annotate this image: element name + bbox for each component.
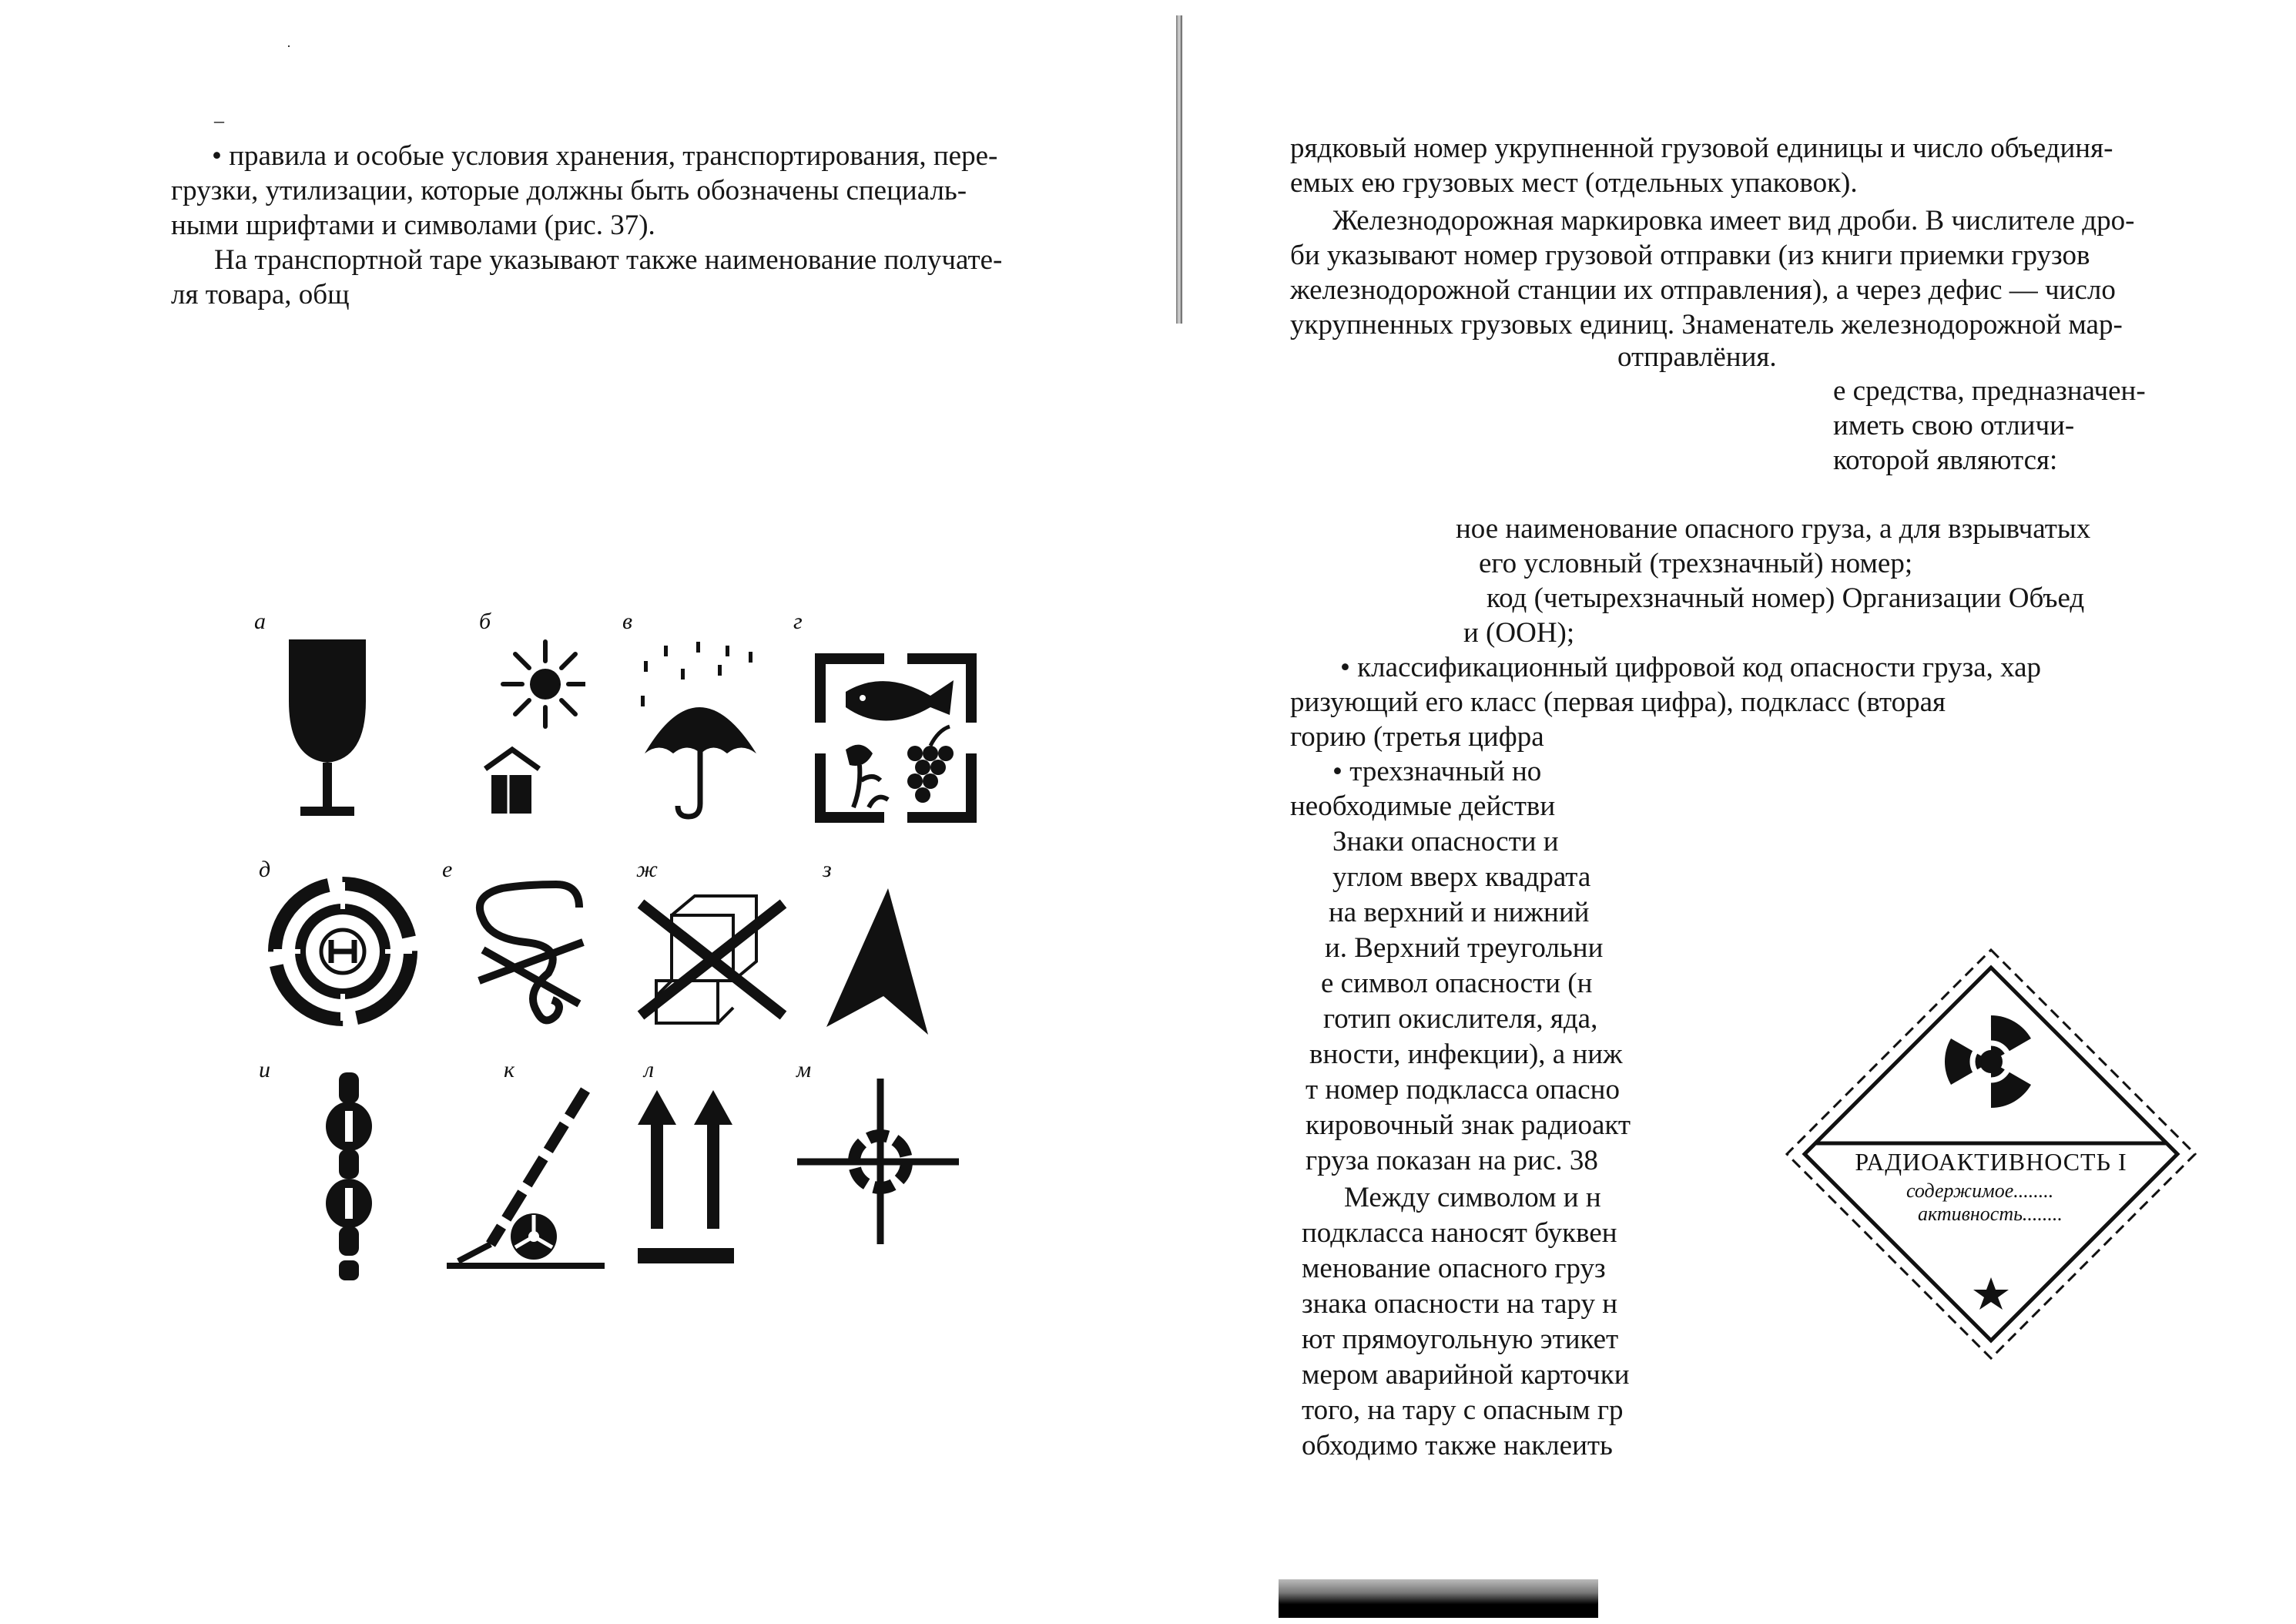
- right-line-8: е средства, предназначен-: [1833, 375, 2146, 407]
- radioactive-hazard-sign: [1783, 946, 2199, 1362]
- right-line-4: би указывают номер грузовой отправки (из книги приемки грузов: [1290, 240, 2090, 271]
- right-line-32: менование опасного груз: [1302, 1253, 1606, 1284]
- fig-label-l: л: [644, 1057, 655, 1082]
- hazard-sign-activity: активность........: [1918, 1203, 2063, 1225]
- fig-label-a: а: [254, 609, 266, 634]
- right-line-22: на верхний и нижний: [1329, 897, 1590, 928]
- right-line-9: иметь свою отличи-: [1833, 410, 2075, 441]
- right-line-29: груза показан на рис. 38: [1306, 1145, 1598, 1176]
- scan-edge-bar: [1279, 1579, 1598, 1618]
- right-line-30: Между символом и н: [1344, 1182, 1601, 1213]
- fig-label-k: к: [504, 1057, 515, 1082]
- right-line-36: того, на тару с опасным гр: [1302, 1394, 1624, 1426]
- sling-here-chain-icon: [322, 1072, 376, 1280]
- fig-label-e: е: [442, 857, 453, 882]
- fig-label-d: д: [259, 857, 271, 882]
- right-line-34: ют прямоугольную этикет: [1302, 1324, 1619, 1355]
- right-line-28: кировочный знак радиоакт: [1306, 1109, 1631, 1141]
- left-line-3: ными шрифтами и символами (рис. 37).: [171, 210, 655, 241]
- left-line-5: ля товара, общ: [171, 279, 350, 310]
- left-line-4: На транспортной таре указывают также наименование получате-: [214, 244, 1003, 276]
- right-line-2: емых ею грузовых мест (отдельных упаковок).: [1290, 167, 1858, 199]
- fig-label-z: з: [823, 857, 832, 882]
- fig-label-m: м: [796, 1057, 812, 1082]
- right-line-16: ризующий его класс (первая цифра), подкласс (вторая: [1290, 686, 1946, 718]
- right-line-20: Знаки опасности и: [1332, 826, 1559, 857]
- clamp-here-icon: [797, 1079, 959, 1244]
- right-line-33: знака опасности на тару н: [1302, 1288, 1618, 1320]
- hazard-sign-title: РАДИОАКТИВНОСТЬ I: [1855, 1148, 2127, 1176]
- right-line-23: и. Верхний треугольни: [1325, 932, 1604, 964]
- right-line-26: вности, инфекции), а ниж: [1309, 1038, 1623, 1070]
- this-side-up-arrow-icon: [820, 884, 936, 1038]
- fig-label-g: г: [793, 609, 803, 634]
- sun-protect-icon: [478, 638, 585, 823]
- right-line-12: его условный (трехзначный) номер;: [1479, 548, 1913, 579]
- right-line-7: отправлёния.: [1617, 341, 1777, 373]
- left-line-2: грузки, утилизации, которые должны быть обозначены специаль-: [171, 175, 967, 206]
- right-line-37: обходимо также наклеить: [1302, 1430, 1613, 1461]
- right-line-18: • трехзначный но: [1332, 756, 1542, 787]
- right-line-3: Железнодорожная маркировка имеет вид дроби. В числителе дро-: [1332, 205, 2135, 237]
- right-line-13: код (четырехзначный номер) Организации Объед: [1487, 582, 2085, 614]
- right-line-1: рядковый номер укрупненной грузовой единицы и число объединя-: [1290, 133, 2113, 164]
- right-line-21: углом вверх квадрата: [1332, 861, 1591, 893]
- scan-speck: ·: [287, 39, 291, 54]
- do-not-stack-icon: [633, 884, 787, 1031]
- fig-label-b: б: [479, 609, 491, 634]
- no-hand-truck-icon: [443, 1082, 608, 1275]
- right-line-10: которой являются:: [1833, 445, 2058, 476]
- fig-label-i: и: [259, 1057, 270, 1082]
- right-line-15: • классификационный цифровой код опасности груза, хар: [1340, 652, 2042, 683]
- right-line-31: подкласса наносят буквен: [1302, 1217, 1617, 1249]
- this-way-up-arrows-icon: [638, 1090, 742, 1267]
- right-line-35: мером аварийной карточки: [1302, 1359, 1630, 1391]
- umbrella-keep-dry-icon: [633, 638, 764, 823]
- fig-label-v: в: [622, 609, 633, 634]
- right-line-6: укрупненных грузовых единиц. Знаменатель железнодорожной мар-: [1290, 309, 2123, 341]
- scan-dash: –: [214, 109, 224, 132]
- no-hooks-icon: [464, 877, 602, 1038]
- left-line-1: • правила и особые условия хранения, транспортирования, пере-: [212, 140, 998, 172]
- right-line-5: железнодорожной станции их отправления), а через дефис — число: [1290, 274, 2116, 306]
- hazard-sign-contents: содержимое........: [1906, 1179, 2054, 1202]
- right-line-27: т номер подкласса опасно: [1306, 1074, 1620, 1106]
- right-line-11: ное наименование опасного груза, а для взрывчатых: [1456, 513, 2091, 545]
- right-line-14: и (ООН);: [1463, 617, 1575, 649]
- right-line-24: е символ опасности (н: [1321, 968, 1593, 999]
- fragile-glass-icon: [285, 636, 370, 820]
- right-line-25: готип окислителя, яда,: [1323, 1003, 1598, 1035]
- perishable-cargo-icon: [815, 653, 977, 823]
- right-line-19: необходимые действи: [1290, 790, 1556, 822]
- center-of-gravity-icon: [266, 874, 420, 1028]
- right-line-17: горию (третья цифра: [1290, 721, 1544, 753]
- fig-label-zh: ж: [636, 857, 658, 882]
- right-page: [1155, 0, 2296, 1624]
